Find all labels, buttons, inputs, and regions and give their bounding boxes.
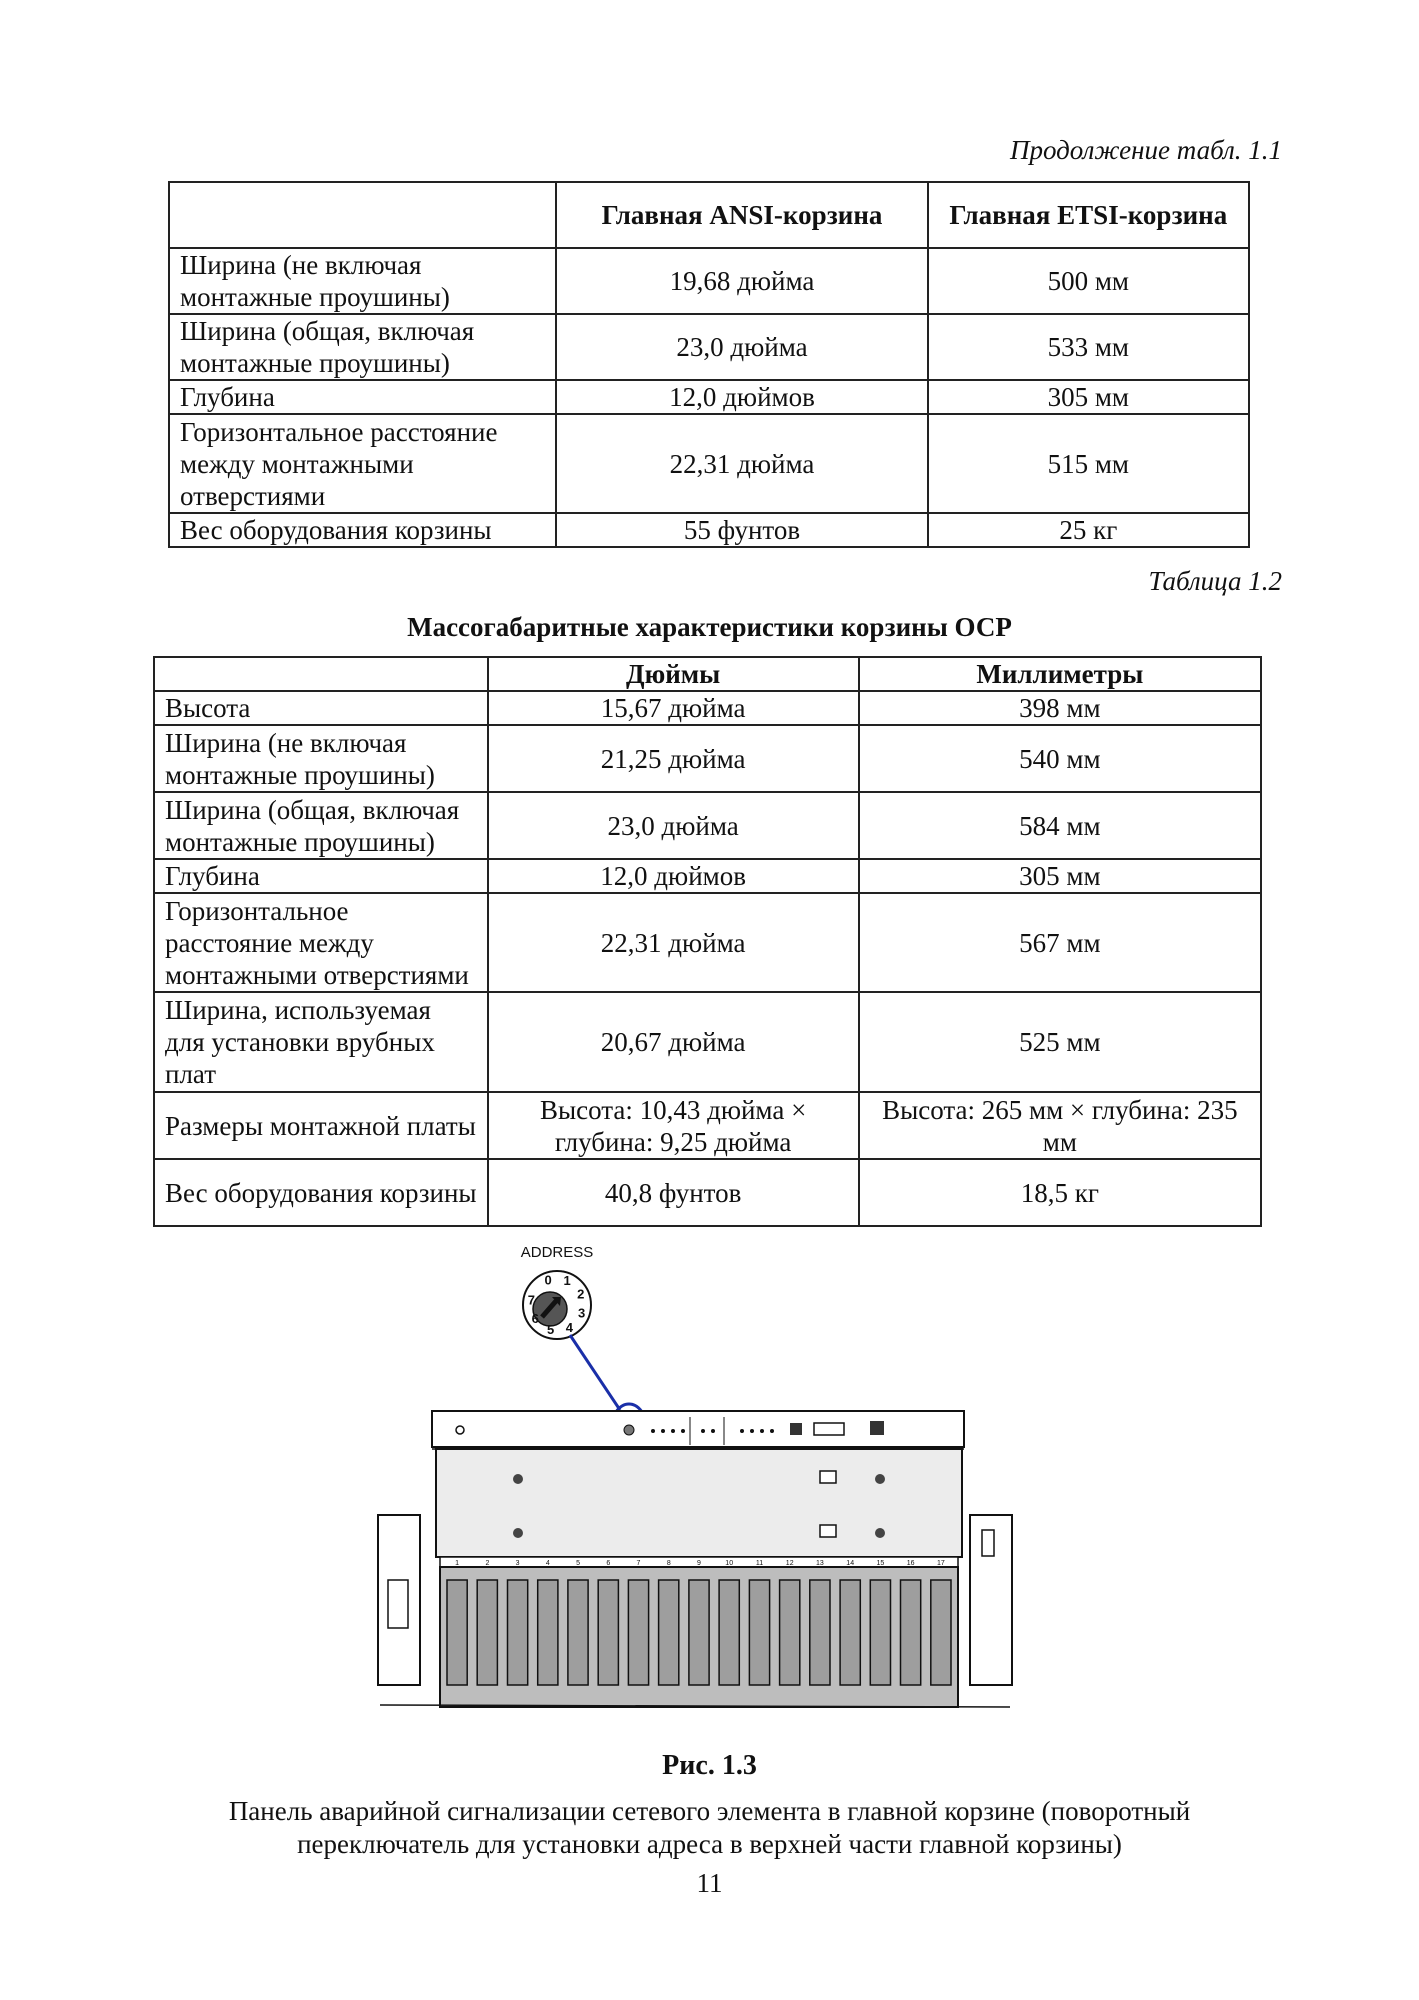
table2-caption: Таблица 1.2 bbox=[1148, 566, 1282, 596]
dial-digit: 1 bbox=[563, 1273, 571, 1288]
slot-number: 5 bbox=[576, 1560, 581, 1567]
table1-caption: Продолжение табл. 1.1 bbox=[1009, 135, 1282, 165]
card-slot bbox=[931, 1580, 951, 1685]
table-row bbox=[169, 513, 1249, 547]
dial-digit: 4 bbox=[565, 1319, 574, 1335]
slot-number: 7 bbox=[636, 1560, 641, 1567]
card-slot bbox=[447, 1580, 467, 1685]
table-row bbox=[154, 1159, 1261, 1226]
table-cell: 567 мм bbox=[859, 893, 1261, 992]
address-dial-icon bbox=[523, 1271, 591, 1339]
table-cell: 22,31 дюйма bbox=[488, 893, 859, 992]
dial-digit: 6 bbox=[531, 1311, 539, 1327]
table-row bbox=[169, 248, 1249, 314]
table-row bbox=[154, 792, 1261, 859]
card-slot bbox=[689, 1580, 709, 1685]
slot-number: 16 bbox=[906, 1560, 915, 1567]
card-slot bbox=[810, 1580, 830, 1685]
slot-number: 3 bbox=[515, 1560, 520, 1567]
table-cell: 19,68 дюйма bbox=[556, 248, 927, 314]
table-cell: Высота bbox=[154, 691, 488, 725]
leader-line bbox=[570, 1335, 620, 1410]
dial-digit: 3 bbox=[577, 1305, 586, 1321]
dial-digit: 7 bbox=[527, 1292, 536, 1308]
card-slot bbox=[598, 1580, 618, 1685]
table1-header-cell: Главная ETSI-корзина bbox=[928, 182, 1249, 248]
card-slot bbox=[840, 1580, 860, 1685]
card-slot bbox=[538, 1580, 558, 1685]
table-cell: 398 мм bbox=[859, 691, 1261, 725]
alarm-panel bbox=[432, 1411, 964, 1447]
table-cell: 515 мм bbox=[928, 414, 1249, 513]
table-cell: Высота: 265 мм × глубина: 235 мм bbox=[859, 1092, 1261, 1159]
dial-digit: 5 bbox=[546, 1322, 555, 1338]
table-row bbox=[154, 725, 1261, 792]
page-number: 11 bbox=[696, 1868, 723, 1898]
slot-number: 2 bbox=[485, 1560, 490, 1567]
table1-header-row bbox=[169, 182, 1249, 248]
slot-number: 8 bbox=[666, 1560, 671, 1567]
table-cell: Высота: 10,43 дюйма × глубина: 9,25 дюйма bbox=[488, 1092, 859, 1159]
table-cell: 500 мм bbox=[928, 248, 1249, 314]
table-cell: 525 мм bbox=[859, 992, 1261, 1092]
table-row bbox=[154, 1092, 1261, 1159]
figure-title: Рис. 1.3 bbox=[662, 1750, 757, 1781]
card-slot bbox=[780, 1580, 800, 1685]
table1 bbox=[168, 181, 1250, 548]
table-row bbox=[154, 859, 1261, 893]
table2-header-cell bbox=[154, 657, 488, 691]
card-slot bbox=[628, 1580, 648, 1685]
table2-header-row bbox=[154, 657, 1261, 691]
table-cell: 55 фунтов bbox=[556, 513, 927, 547]
table2-header-cell: Миллиметры bbox=[859, 657, 1261, 691]
table-cell: 20,67 дюйма bbox=[488, 992, 859, 1092]
slot-number: 11 bbox=[755, 1560, 764, 1567]
card-slot bbox=[477, 1580, 497, 1685]
card-slot bbox=[749, 1580, 769, 1685]
slot-number: 12 bbox=[785, 1560, 794, 1567]
table2-title: Массогабаритные характеристики корзины ОСР bbox=[407, 612, 1012, 642]
table-cell: Ширина (общая, включая монтажные проушины) bbox=[169, 314, 556, 380]
table-cell: Размеры монтажной платы bbox=[154, 1092, 488, 1159]
figure-caption: Панель аварийной сигнализации сетевого элемента в главной корзине (поворотный переключатель для установки адреса в верхней части главной корзины) bbox=[228, 1796, 1191, 1859]
table-cell: 21,25 дюйма bbox=[488, 725, 859, 792]
table-cell: 23,0 дюйма bbox=[556, 314, 927, 380]
slot-number: 10 bbox=[725, 1560, 734, 1567]
table-cell: Ширина, используемая для установки врубных плат bbox=[154, 992, 488, 1092]
table-cell: 540 мм bbox=[859, 725, 1261, 792]
table-cell: Вес оборудования корзины bbox=[154, 1159, 488, 1226]
card-slot bbox=[719, 1580, 739, 1685]
table-row bbox=[154, 893, 1261, 992]
slot-number: 1 bbox=[455, 1560, 460, 1567]
table-row bbox=[169, 414, 1249, 513]
table-cell: Горизонтальное расстояние между монтажными отверстиями bbox=[154, 893, 488, 992]
table-cell: 305 мм bbox=[859, 859, 1261, 893]
table1-header-cell: Главная ANSI-корзина bbox=[556, 182, 927, 248]
slot-number: 15 bbox=[876, 1560, 885, 1567]
table-cell: Вес оборудования корзины bbox=[169, 513, 556, 547]
table-cell: 584 мм bbox=[859, 792, 1261, 859]
slot-number: 13 bbox=[816, 1560, 824, 1567]
slot-number: 4 bbox=[545, 1560, 550, 1567]
card-slot bbox=[508, 1580, 528, 1685]
dial-digit: 0 bbox=[544, 1272, 552, 1288]
table1-header-cell bbox=[169, 182, 556, 248]
table-cell: Ширина (не включая монтажные проушины) bbox=[169, 248, 556, 314]
table2-header-cell: Дюймы bbox=[488, 657, 859, 691]
table-cell: Ширина (не включая монтажные проушины) bbox=[154, 725, 488, 792]
table-row bbox=[169, 380, 1249, 414]
table-cell: 12,0 дюймов bbox=[488, 859, 859, 893]
slot-number: 14 bbox=[846, 1560, 855, 1567]
table-cell: Ширина (общая, включая монтажные проушины) bbox=[154, 792, 488, 859]
table-cell: 40,8 фунтов bbox=[488, 1159, 859, 1226]
shelf-figure bbox=[370, 1245, 1020, 1735]
table2 bbox=[153, 656, 1262, 1227]
card-slot bbox=[870, 1580, 890, 1685]
table-cell: 305 мм bbox=[928, 380, 1249, 414]
slot-number: 9 bbox=[697, 1560, 701, 1567]
shelf-body bbox=[436, 1449, 962, 1557]
address-label: ADDRESS bbox=[520, 1245, 594, 1261]
table-cell: 12,0 дюймов bbox=[556, 380, 927, 414]
dial-digit: 2 bbox=[577, 1286, 585, 1302]
table-cell: 25 кг bbox=[928, 513, 1249, 547]
table-row bbox=[154, 992, 1261, 1092]
table-cell: Глубина bbox=[154, 859, 488, 893]
table-row bbox=[169, 314, 1249, 380]
slot-number: 17 bbox=[937, 1560, 945, 1567]
table-cell: 23,0 дюйма bbox=[488, 792, 859, 859]
table-cell: Глубина bbox=[169, 380, 556, 414]
table-cell: 18,5 кг bbox=[859, 1159, 1261, 1226]
table-cell: 15,67 дюйма bbox=[488, 691, 859, 725]
table-row bbox=[154, 691, 1261, 725]
table-cell: Горизонтальное расстояние между монтажными отверстиями bbox=[169, 414, 556, 513]
table-cell: 533 мм bbox=[928, 314, 1249, 380]
card-slot bbox=[901, 1580, 921, 1685]
slot-number: 6 bbox=[606, 1560, 611, 1567]
card-slot bbox=[659, 1580, 679, 1685]
table-cell: 22,31 дюйма bbox=[556, 414, 927, 513]
card-slot bbox=[568, 1580, 588, 1685]
